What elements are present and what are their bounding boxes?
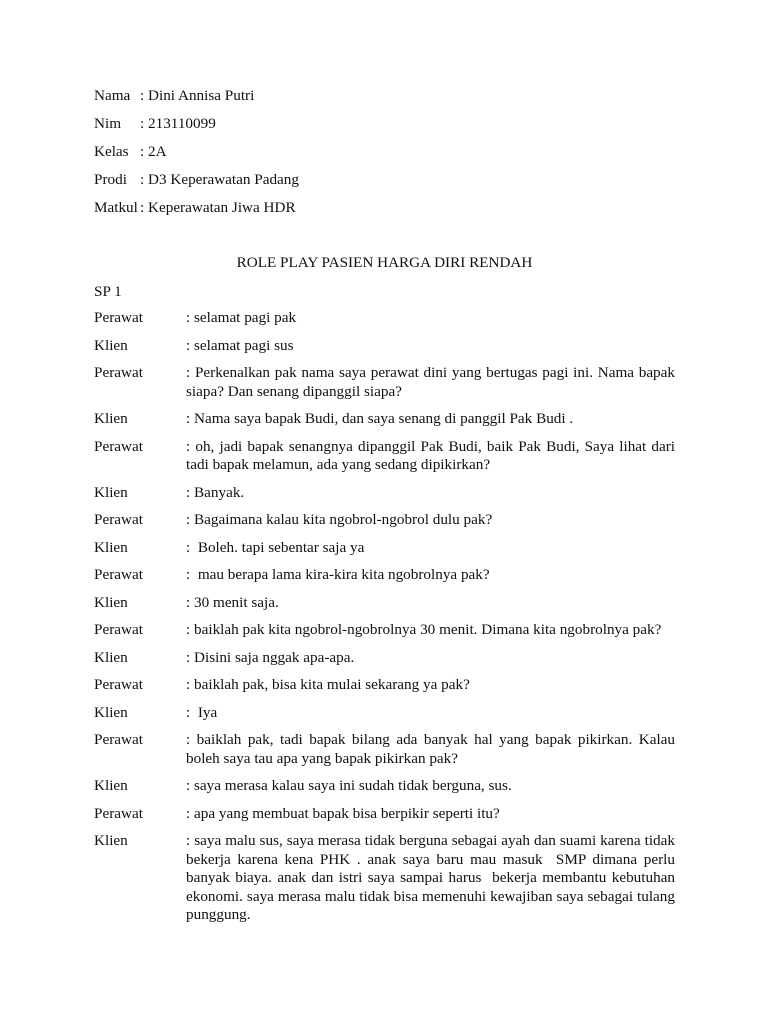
dialog-turn (94, 539, 675, 558)
info-value: : D3 Keperawatan Padang (140, 171, 299, 188)
speaker-label: Klien (94, 336, 128, 354)
info-row-nim (94, 114, 494, 142)
speaker-label: Perawat (94, 309, 143, 326)
info-label: Nim (94, 115, 122, 132)
info-row-nama (94, 86, 494, 114)
utterance-text: : selamat pagi sus (186, 336, 294, 354)
student-info (94, 86, 494, 226)
utterance-text: : saya malu sus, saya merasa tidak berguna sebagai ayah dan suami karena tidak bekerja karena kena PHK . anak saya baru mau masuk SMP dimana perlu banyak biaya. anak dan istri saya sampai harus bekerja membantu kebutuhan ekonomi. saya merasa malu tidak bisa memenuhi kewajiban saya sebagai tulang punggung. (186, 832, 679, 923)
dialog-turn (94, 309, 675, 328)
dialog-list (94, 309, 691, 934)
dialog-turn (94, 410, 675, 429)
utterance-text: : Disini saja nggak apa-apa. (186, 648, 355, 666)
speaker-label: Perawat (94, 731, 143, 748)
dialog-turn (94, 437, 679, 475)
info-value: : Keperawatan Jiwa HDR (140, 199, 296, 216)
dialog-turn (94, 337, 675, 356)
speaker-label: Perawat (94, 511, 143, 528)
speaker-label: Klien (94, 832, 128, 849)
info-label: Kelas (94, 143, 129, 160)
dialog-turn (94, 364, 691, 401)
info-label: Nama (94, 87, 131, 104)
document-title: ROLE PLAY PASIEN HARGA DIRI RENDAH (236, 254, 533, 271)
utterance-text: : Banyak. (186, 483, 245, 501)
utterance-text: : selamat pagi pak (186, 309, 297, 326)
speaker-label: Perawat (94, 676, 143, 693)
info-label: Prodi (94, 171, 127, 188)
speaker-label: Perawat (94, 804, 143, 822)
speaker-label: Perawat (94, 437, 143, 455)
dialog-turn (94, 621, 675, 640)
dialog-turn (94, 777, 675, 796)
dialog-turn (94, 511, 675, 530)
speaker-label: Klien (94, 483, 128, 501)
utterance-text: : Perkenalkan pak nama saya perawat dini yang bertugas pagi ini. Nama bapak siapa? Dan senang dipanggil siapa? (186, 364, 691, 400)
utterance-text: : 30 menit saja. (186, 593, 279, 611)
speaker-label: Klien (94, 410, 128, 427)
utterance-text: : saya merasa kalau saya ini sudah tidak berguna, sus. (186, 777, 512, 794)
dialog-turn (94, 649, 675, 668)
speaker-label: Klien (94, 648, 128, 666)
speaker-label: Perawat (94, 566, 143, 583)
dialog-turn (94, 566, 675, 585)
info-label: Matkul (94, 199, 138, 216)
utterance-text: : Nama saya bapak Budi, dan saya senang di panggil Pak Budi . (186, 410, 574, 427)
dialog-turn (94, 704, 675, 723)
speaker-label: Klien (94, 593, 128, 611)
speaker-label: Perawat (94, 364, 143, 381)
utterance-text: : Iya (186, 703, 218, 721)
speaker-label: Klien (94, 538, 128, 556)
section-heading: SP 1 (94, 283, 122, 300)
dialog-turn (94, 832, 679, 925)
utterance-text: : Bagaimana kalau kita ngobrol-ngobrol dulu pak? (186, 511, 493, 528)
info-row-kelas (94, 142, 494, 170)
dialog-turn (94, 484, 675, 503)
utterance-text: : baiklah pak kita ngobrol-ngobrolnya 30 menit. Dimana kita ngobrolnya pak? (186, 621, 662, 638)
info-value: : 2A (140, 143, 167, 160)
utterance-text: : Boleh. tapi sebentar saja ya (186, 538, 365, 556)
speaker-label: Klien (94, 777, 128, 794)
utterance-text: : baiklah pak, bisa kita mulai sekarang ya pak? (186, 676, 470, 693)
speaker-label: Klien (94, 703, 128, 721)
utterance-text: : baiklah pak, tadi bapak bilang ada banyak hal yang bapak pikirkan. Kalau boleh saya tau apa yang bapak pikirkan pak? (186, 731, 679, 767)
speaker-label: Perawat (94, 621, 143, 638)
info-value: : Dini Annisa Putri (140, 87, 255, 104)
utterance-text: : mau berapa lama kira-kira kita ngobrolnya pak? (186, 566, 490, 583)
dialog-turn (94, 731, 679, 768)
info-value: : 213110099 (140, 115, 216, 132)
dialog-turn (94, 594, 675, 613)
utterance-text: : apa yang membuat bapak bisa berpikir seperti itu? (186, 804, 500, 822)
dialog-turn (94, 676, 675, 695)
info-row-matkul (94, 198, 494, 226)
dialog-turn (94, 805, 675, 824)
info-row-prodi (94, 170, 494, 198)
utterance-text: : oh, jadi bapak senangnya dipanggil Pak Budi, baik Pak Budi, Saya lihat dari tadi bapak melamun, ada yang sedang dipikirkan? (186, 437, 679, 473)
